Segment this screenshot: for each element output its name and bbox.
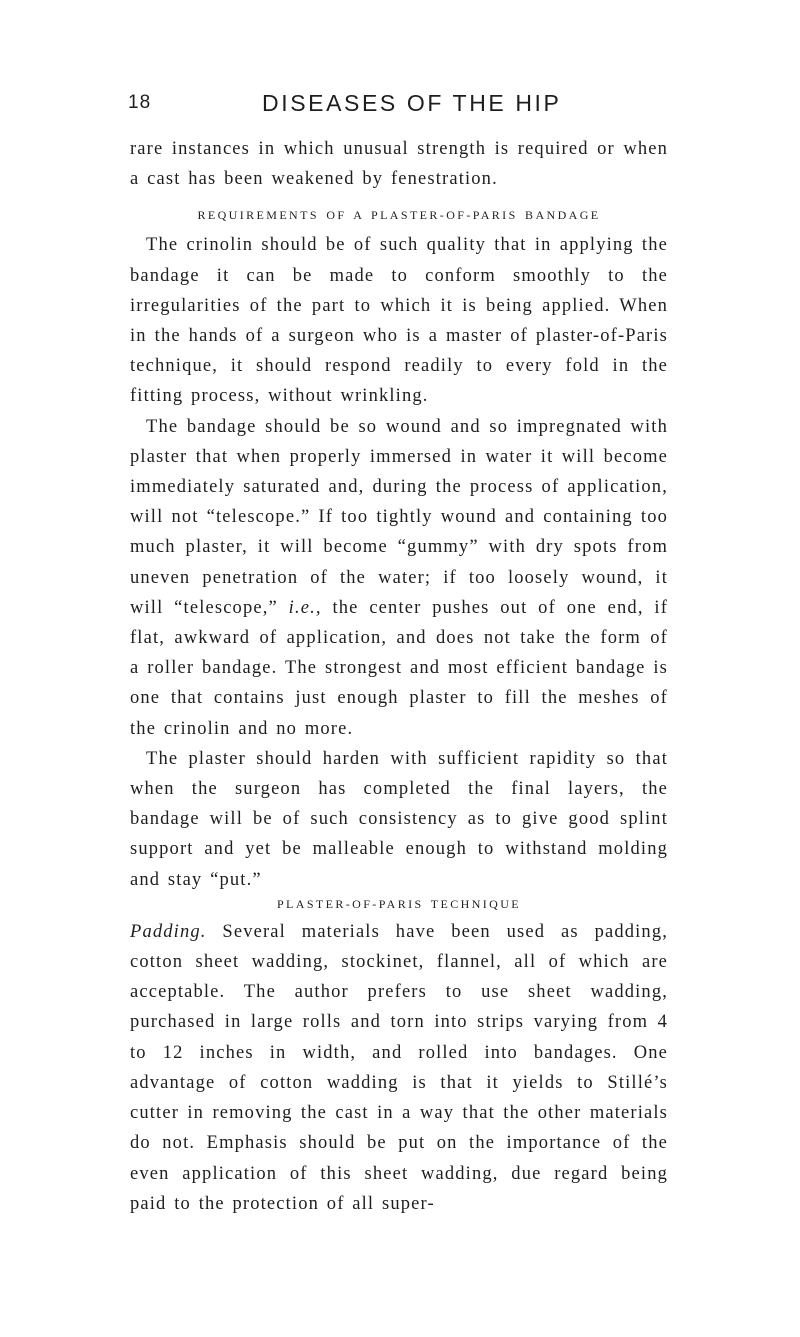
paragraph-harden: The plaster should harden with sufficient rapidity so that when the surgeon has completed the final layers, the bandage will be of such consistency as to give good splint support and yet be malleable enough to withstand molding and stay “put.” xyxy=(130,748,668,890)
paragraph-continued: rare instances in which unusual strength is required or when a cast has been weakened by fenestration. xyxy=(130,139,668,190)
paragraph-bandage-part-1: The bandage should be so wound and so impregnated with plaster that when properly immersed in water it will become immediately saturated and, during the process of application, will not “telescope.” If too tightly wound and containing too much plaster, it will become “gummy” with dry spots from uneven penetration of the water; if too loosely wound, it will “telescope,” xyxy=(130,416,668,618)
page-number: 18 xyxy=(128,92,152,113)
section-heading-requirements: REQUIREMENTS OF A PLASTER-OF-PARIS BANDAGE xyxy=(197,208,601,223)
running-head xyxy=(128,92,668,122)
paragraph-bandage xyxy=(130,412,668,744)
paragraph-padding-text: Several materials have been used as padding, cotton sheet wadding, stockinet, flannel, all of which are acceptable. The author prefers to use sheet wadding, purchased in large rolls and torn into strips varying from 4 to 12 inches in width, and rolled into bandages. One advantage of cotton wadding is that it yields to Stillé’s cutter in removing the cast in a way that the other materials do not. Emphasis should be put on the importance of the even application of this sheet wadding, due regard being paid to the protection of all super- xyxy=(130,921,668,1214)
paragraph-crinolin: The crinolin should be of such quality that in applying the bandage it can be made to conform smoothly to the irregularities of the part to which it is being applied. When in the hands of a surgeon who is a master of plaster-of-Paris technique, it should respond readily to every fold in the fitting process, without wrinkling. xyxy=(130,235,668,407)
paragraph-bandage-part-2: the center pushes out of one end, if flat, awkward of application, and does not take the form of a roller bandage. The strongest and most efficient bandage is one that contains just enough plaster to fill the meshes of the crinolin and no more. xyxy=(130,597,668,739)
section-heading-technique: PLASTER-OF-PARIS TECHNIQUE xyxy=(276,896,522,911)
paragraph-padding xyxy=(130,917,668,1219)
body-text xyxy=(130,134,668,1219)
running-title: DISEASES OF THE HIP xyxy=(262,90,562,116)
abbreviation-ie: i.e., xyxy=(288,597,322,618)
run-in-heading-padding: Padding. xyxy=(130,921,207,942)
